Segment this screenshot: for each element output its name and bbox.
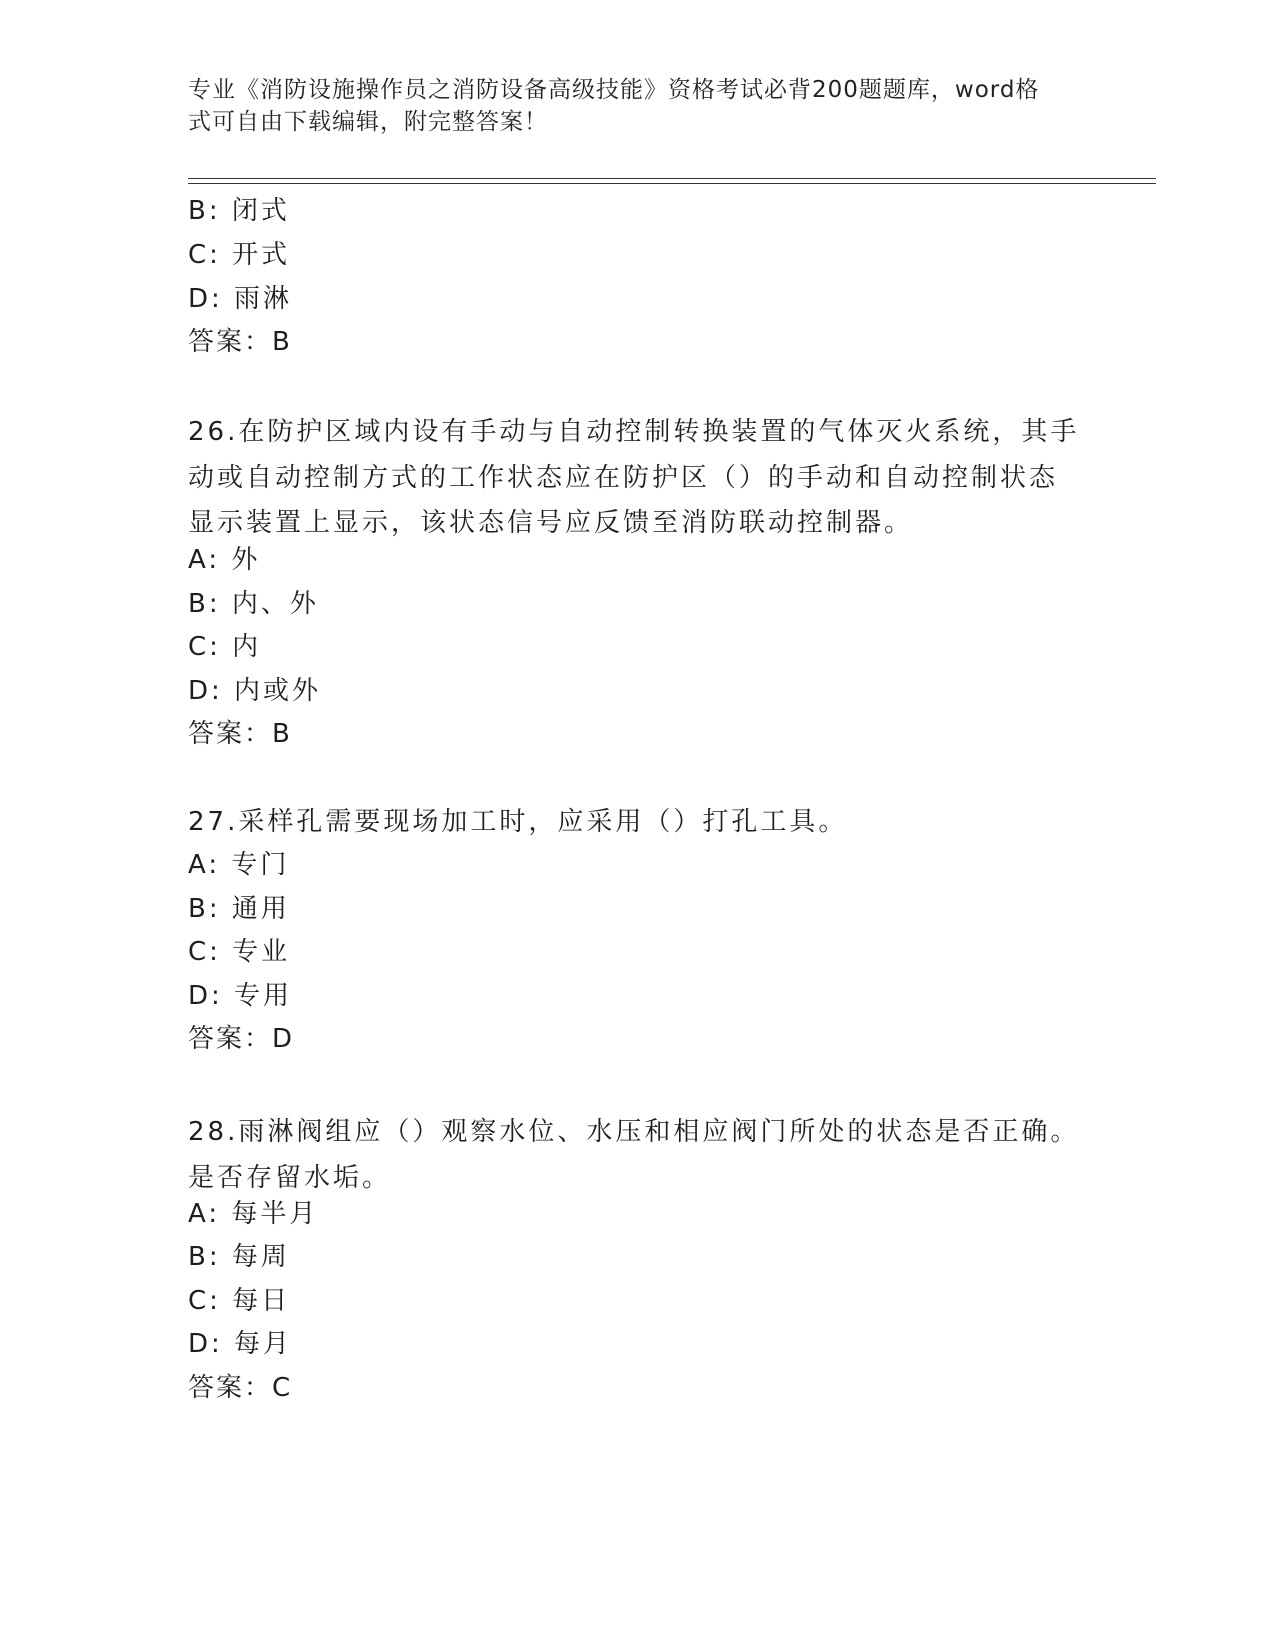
q26-stem-line-3: 显示装置上显示，该状态信号应反馈至消防联动控制器。 <box>188 508 914 538</box>
q26-answer: 答案：B <box>188 719 292 749</box>
q26-option-d: D: 内或外 <box>188 676 322 706</box>
q26-option-c: C: 内 <box>188 632 262 662</box>
q26-stem-line-1: 26.在防护区域内设有手动与自动控制转换装置的气体灭火系统，其手 <box>188 417 1080 447</box>
q26-option-a: A: 外 <box>188 545 261 575</box>
q27-option-b: B: 通用 <box>188 894 290 924</box>
header-line-2: 式可自由下载编辑，附完整答案！ <box>188 109 548 135</box>
q28-option-a: A: 每半月 <box>188 1199 319 1229</box>
q26-option-b: B: 内、外 <box>188 589 319 619</box>
q26-stem-line-2: 动或自动控制方式的工作状态应在防护区（）的手动和自动控制状态 <box>188 462 1059 493</box>
q27-option-d: D: 专用 <box>188 981 293 1011</box>
q28-option-d: D: 每月 <box>188 1329 293 1359</box>
q28-option-c: C: 每日 <box>188 1286 291 1316</box>
q28-stem <box>188 1110 1088 1201</box>
q28-answer: 答案：C <box>188 1373 293 1403</box>
header-divider <box>188 178 1156 184</box>
q27-answer: 答案：D <box>188 1024 295 1054</box>
q25-answer: 答案：B <box>188 327 292 357</box>
q25-option-d: D: 雨淋 <box>188 284 293 314</box>
document-header <box>188 74 1068 138</box>
q26-stem <box>188 410 1088 547</box>
q27-option-c: C: 专业 <box>188 937 291 967</box>
q25-option-c: C: 开式 <box>188 240 291 270</box>
q25-option-b: B: 闭式 <box>188 196 290 226</box>
q28-option-b: B: 每周 <box>188 1242 290 1272</box>
header-line-1: 专业《消防设施操作员之消防设备高级技能》资格考试必背200题题库，word格 <box>188 77 1040 103</box>
q28-stem-line-2: 是否存留水垢。 <box>188 1162 392 1193</box>
q27-option-a: A: 专门 <box>188 850 290 880</box>
q28-stem-line-1: 28.雨淋阀组应（）观察水位、水压和相应阀门所处的状态是否正确。 <box>188 1117 1080 1147</box>
q27-stem: 27.采样孔需要现场加工时，应采用（）打孔工具。 <box>188 807 848 837</box>
